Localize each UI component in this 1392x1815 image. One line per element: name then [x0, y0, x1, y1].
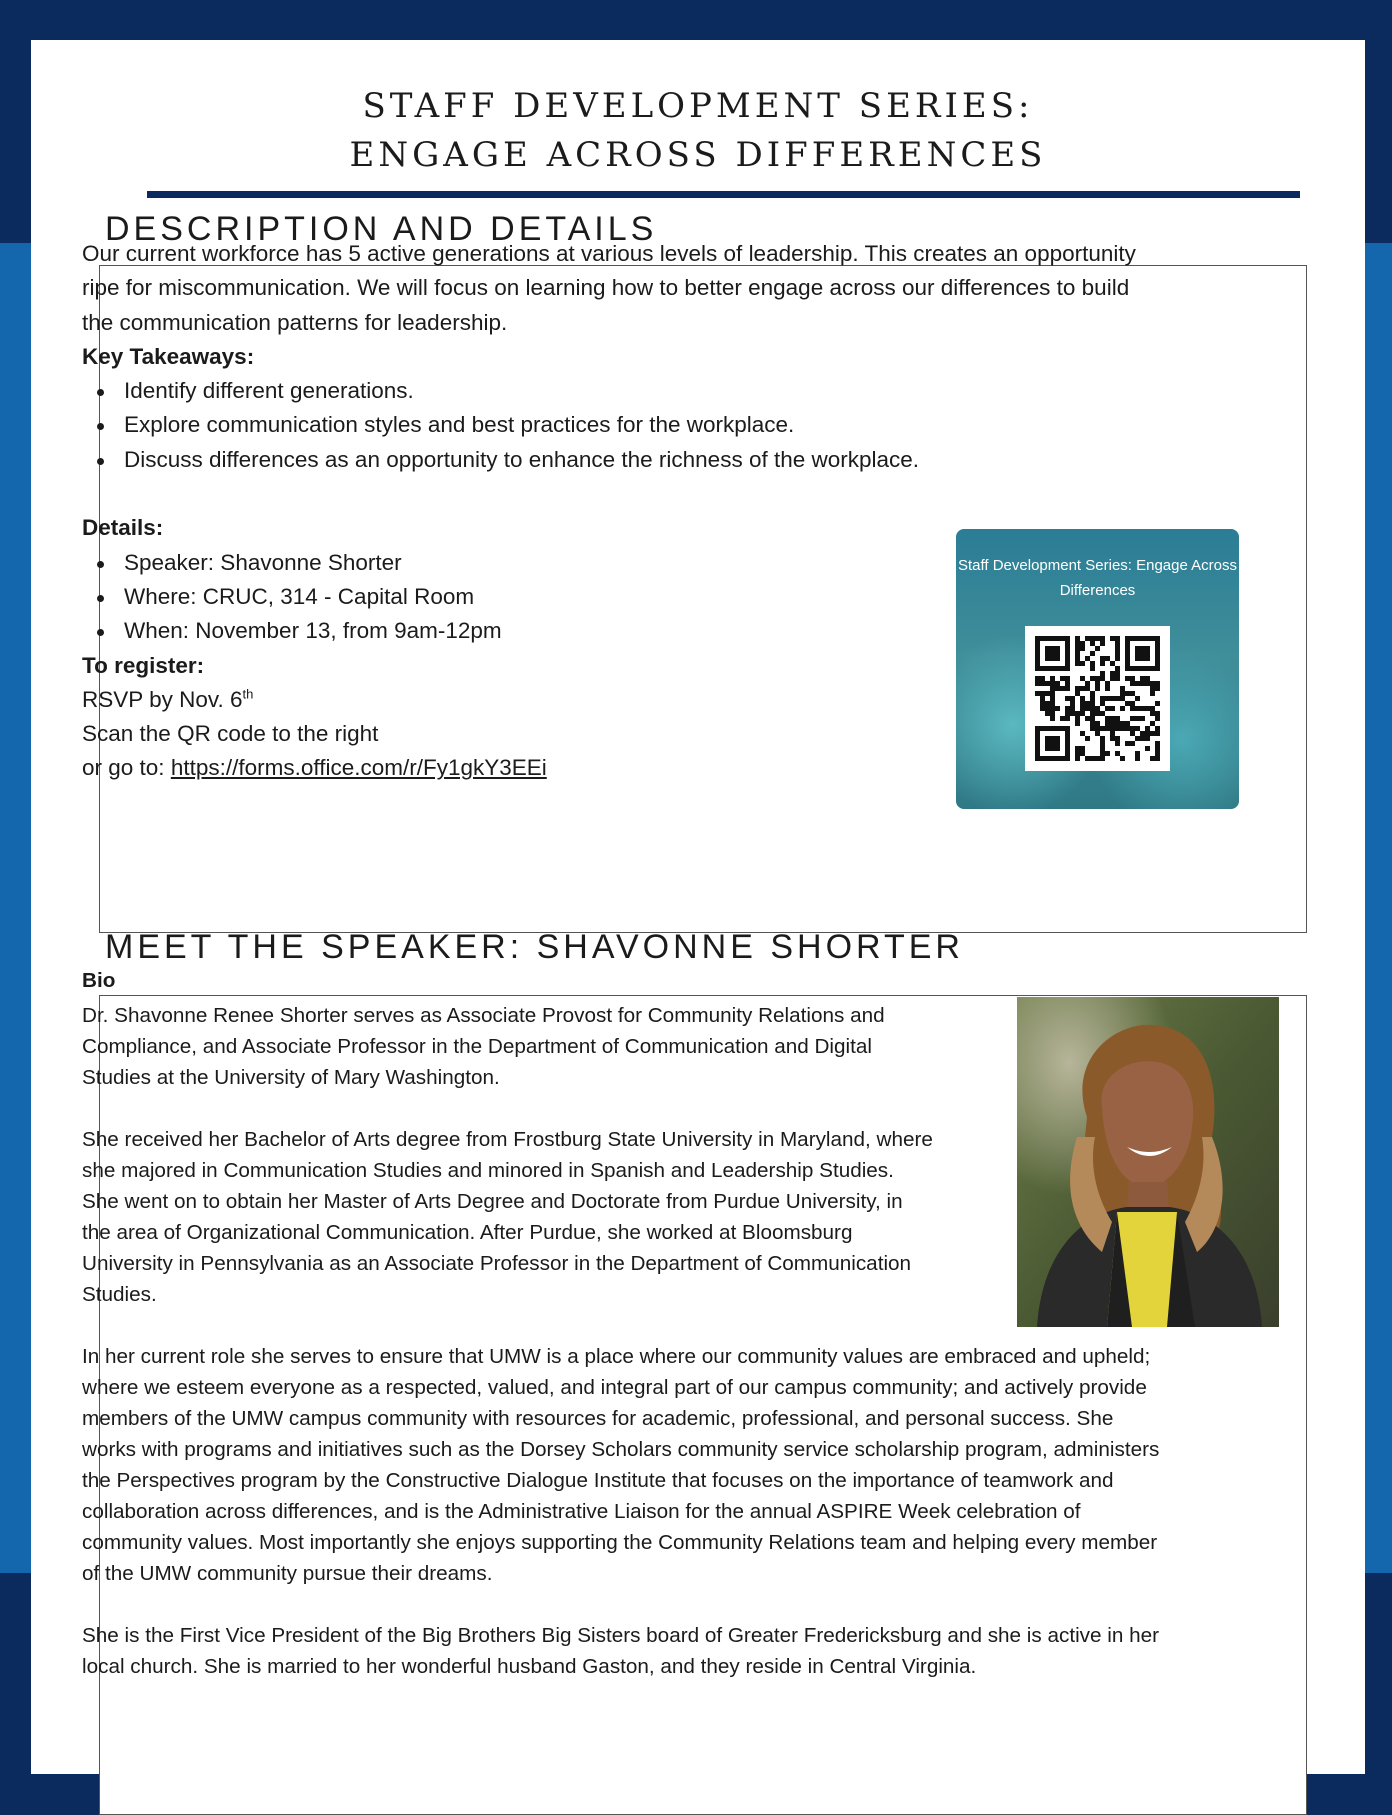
list-item: Identify different generations. [82, 374, 1282, 408]
speaker-heading: MEET THE SPEAKER: SHAVONNE SHORTER [105, 928, 964, 966]
qr-code [1025, 626, 1170, 771]
intro-line: Our current workforce has 5 active generations at various levels of leadership. This creates an opportunity [82, 241, 1136, 266]
speaker-photo [1017, 997, 1279, 1327]
register-label: To register: [82, 652, 205, 678]
spacer [82, 1310, 1159, 1341]
scan-instruction: Scan the QR code to the right [82, 721, 379, 747]
rsvp-text: RSVP by Nov. 6 [82, 686, 243, 712]
bio-line: Compliance, and Associate Professor in the Department of Communication and Digital [82, 1035, 872, 1058]
rsvp-suffix: th [242, 686, 254, 702]
list-item: Discuss differences as an opportunity to enhance the richness of the workplace. [82, 443, 1282, 477]
takeaways-list [82, 374, 1282, 477]
list-item: Where: CRUC, 314 - Capital Room [82, 580, 1282, 614]
qr-card [956, 529, 1239, 809]
bio-line: Dr. Shavonne Renee Shorter serves as Associate Provost for Community Relations and [82, 1004, 885, 1027]
bio-line: members of the UMW campus community with resources for academic, professional, and personal success. She [82, 1407, 1114, 1430]
description-heading: DESCRIPTION AND DETAILS [105, 210, 658, 248]
bio-line: She is the First Vice President of the Big Brothers Big Sisters board of Greater Fredericksburg and she is active in her [82, 1624, 1160, 1647]
spacer [82, 477, 1282, 511]
bio-line: where we esteem everyone as a respected, valued, and integral part of our campus community; and actively provide [82, 1376, 1147, 1399]
bio-line: Studies. [82, 1283, 157, 1306]
list-item: When: November 13, from 9am-12pm [82, 614, 1282, 648]
qr-card-caption: Staff Development Series: Engage Across Differences [957, 557, 1238, 599]
bio-label: Bio [82, 969, 116, 992]
bio-line: works with programs and initiatives such as the Dorsey Scholars community service scholarship program, administers [82, 1438, 1160, 1461]
bio-line: In her current role she serves to ensure that UMW is a place where our community values are embraced and upheld; [82, 1345, 1151, 1368]
qr-code-frame[interactable] [1025, 626, 1170, 771]
bio-line: Studies at the University of Mary Washington. [82, 1066, 500, 1089]
bio-line: the area of Organizational Communication. After Purdue, she worked at Bloomsburg [82, 1221, 853, 1244]
key-takeaways-label: Key Takeaways: [82, 343, 255, 369]
bio-line: of the UMW community pursue their dreams. [82, 1562, 493, 1585]
title-divider [147, 191, 1300, 198]
spacer [82, 1589, 1159, 1620]
spacer [82, 1093, 1159, 1124]
bio-line: collaboration across differences, and is the Administrative Liaison for the annual ASPIRE Week celebration of [82, 1500, 1081, 1523]
bio-line: She went on to obtain her Master of Arts Degree and Doctorate from Purdue University, in [82, 1190, 903, 1213]
bio-line: University in Pennsylvania as an Associate Professor in the Department of Communication [82, 1252, 912, 1275]
intro-line: ripe for miscommunication. We will focus on learning how to better engage across our differences to build [82, 275, 1130, 301]
page-title [31, 82, 1365, 180]
bio-line: local church. She is married to her wonderful husband Gaston, and they reside in Central Virginia. [82, 1655, 977, 1678]
go-to-text: or go to: [82, 755, 171, 781]
bio-line: she majored in Communication Studies and minored in Spanish and Leadership Studies. [82, 1159, 894, 1182]
list-item: Explore communication styles and best practices for the workplace. [82, 408, 1282, 442]
title-line-2: ENGAGE ACROSS DIFFERENCES [349, 135, 1047, 175]
intro-line: the communication patterns for leadership. [82, 309, 508, 335]
list-item: Speaker: Shavonne Shorter [82, 546, 1282, 580]
bio-line: community values. Most importantly she enjoys supporting the Community Relations team and helping every member [82, 1531, 1158, 1554]
title-line-1: STAFF DEVELOPMENT SERIES: [362, 86, 1034, 126]
bio-body [82, 965, 1159, 1682]
bio-line: She received her Bachelor of Arts degree from Frostburg State University in Maryland, where [82, 1128, 933, 1151]
registration-link[interactable]: https://forms.office.com/r/Fy1gkY3EEi [170, 755, 547, 781]
bio-line: the Perspectives program by the Constructive Dialogue Institute that focuses on the importance of teamwork and [82, 1469, 1114, 1492]
details-label: Details: [82, 515, 164, 541]
